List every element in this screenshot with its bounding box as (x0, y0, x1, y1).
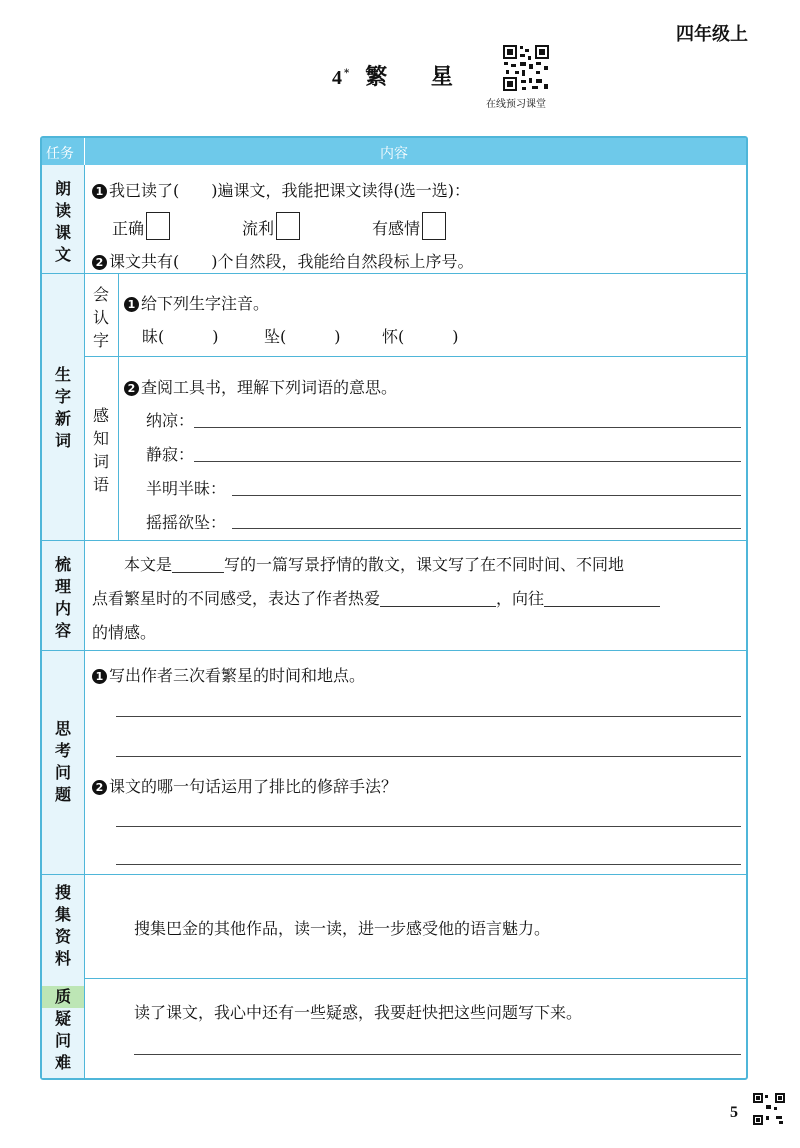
label-perceive: 感 知 词 语 (92, 406, 109, 494)
header-task: 任务 (46, 146, 74, 162)
grade-label: 四年级上 (676, 24, 748, 45)
row-divider (42, 273, 746, 274)
task-read: 朗 读 课 文 (54, 179, 71, 264)
row-divider (84, 356, 746, 357)
blank-love[interactable] (380, 590, 496, 607)
lesson-title-text: 繁 星 (365, 64, 471, 90)
sort-line-1: 本文是 写的一篇写景抒情的散文，课文写了在不同时间、不同地 (124, 555, 625, 574)
option-emotion[interactable]: 有感情 (372, 212, 446, 240)
answer-line[interactable] (194, 461, 741, 462)
think-q2: 2 课文的哪一句话运用了排比的修辞手法？ (92, 774, 397, 797)
char-item: 怀( ) (382, 327, 459, 346)
sub-divider (118, 273, 119, 540)
qr-code-icon[interactable] (752, 1092, 786, 1126)
task-collect: 搜 集 资 料 (54, 883, 71, 968)
task-sort: 梳 理 内 容 (54, 555, 71, 640)
row-divider (42, 874, 746, 875)
read-q2: 2 课文共有( )个自然段，我能给自然段标上序号。 (92, 249, 474, 272)
sort-line-2: 点看繁星时的不同感受，表达了作者热爱 ，向往 (92, 586, 660, 609)
task-table (40, 136, 748, 1080)
row-divider (84, 978, 746, 979)
task-words: 生 字 新 词 (54, 365, 71, 450)
table-header (42, 138, 746, 165)
char-item: 坠( ) (264, 327, 341, 346)
char-item: 昧( ) (142, 327, 219, 346)
answer-line[interactable] (232, 528, 741, 529)
term-label: 纳凉： (146, 411, 195, 430)
lesson-number: 4 (332, 67, 344, 89)
perceive-question: 2 查阅工具书，理解下列词语的意思。 (124, 375, 397, 398)
term-label: 摇摇欲坠： (146, 513, 227, 532)
qr-label: 在线预习课堂 (486, 99, 546, 110)
page-number: 5 (730, 1104, 738, 1121)
answer-line[interactable] (194, 427, 741, 428)
term-label: 静寂： (146, 445, 195, 464)
option-correct[interactable]: 正确 (112, 212, 170, 240)
answer-line[interactable] (116, 716, 741, 717)
answer-line[interactable] (232, 495, 741, 496)
task-think: 思 考 问 题 (54, 719, 71, 804)
header-content: 内容 (380, 146, 408, 162)
read-q1: 1 我已读了( )遍课文，我能把课文读得(选一选)： (92, 178, 470, 201)
term-label: 半明半昧： (146, 479, 227, 498)
checkbox[interactable] (276, 212, 300, 240)
checkbox[interactable] (422, 212, 446, 240)
checkbox[interactable] (146, 212, 170, 240)
lesson-title (332, 60, 471, 91)
row-divider (42, 540, 746, 541)
option-fluent[interactable]: 流利 (242, 212, 300, 240)
collect-text: 搜集巴金的其他作品，读一读，进一步感受他的语言魅力。 (134, 919, 551, 938)
label-recognize: 会 认 字 (92, 285, 109, 350)
think-q1: 1 写出作者三次看繁星的时间和地点。 (92, 663, 365, 686)
blank-author[interactable] (172, 556, 224, 573)
answer-line[interactable] (116, 864, 741, 865)
question-text: 读了课文，我心中还有一些疑惑，我要赶快把这些问题写下来。 (134, 1003, 583, 1022)
blank-yearn[interactable] (544, 590, 660, 607)
row-divider (42, 650, 746, 651)
answer-line[interactable] (134, 1054, 741, 1055)
task-question: 质 疑 问 难 (42, 986, 84, 1074)
qr-code-icon[interactable] (502, 44, 550, 92)
answer-line[interactable] (116, 756, 741, 757)
recognize-question: 1 给下列生字注音。 (124, 291, 269, 314)
lesson-mark: * (344, 67, 352, 79)
answer-line[interactable] (116, 826, 741, 827)
sort-line-3: 的情感。 (92, 623, 157, 642)
